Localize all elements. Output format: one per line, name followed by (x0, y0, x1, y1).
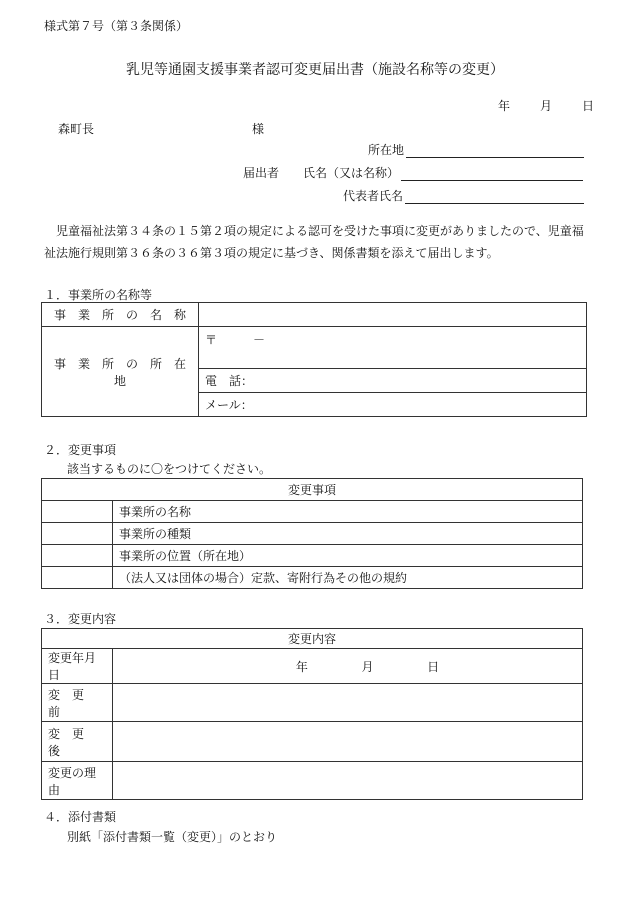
before-field[interactable] (113, 684, 583, 722)
section3-heading: ３．変更内容 (44, 612, 117, 626)
change-item-2: 事業所の種類 (113, 523, 583, 545)
change-item-4: （法人又は団体の場合）定款、寄附行為その他の規約 (113, 567, 583, 589)
change-item-1: 事業所の名称 (113, 501, 583, 523)
representative-line (343, 187, 584, 204)
email-field[interactable] (199, 393, 587, 417)
section1-heading: １．事業所の名称等 (44, 288, 153, 302)
mark-cell-2[interactable] (42, 523, 113, 545)
mark-cell-3[interactable] (42, 545, 113, 567)
phone-label: 電 話： (205, 374, 254, 388)
change-items-table (41, 478, 583, 589)
facility-address-label: 事 業 所 の 所 在 地 (42, 327, 199, 417)
honorific: 様 (252, 122, 265, 136)
section2-heading: ２．変更事項 (44, 443, 117, 457)
change-date-month: 月 (361, 659, 374, 674)
form-number: 様式第７号（第３条関係） (44, 19, 189, 33)
section4-heading: ４．添付書類 (44, 810, 117, 824)
reason-label: 変更の理由 (42, 762, 113, 800)
change-date-day: 日 (427, 659, 440, 674)
addressee: 森町長 (58, 122, 95, 136)
name-line (303, 164, 583, 181)
change-content-header: 変更内容 (42, 629, 583, 649)
attachments-text: 別紙「添付書類一覧（変更）」のとおり (67, 830, 278, 844)
date-year-label: 年 (498, 99, 511, 113)
date-month-label: 月 (539, 99, 552, 113)
change-content-table (41, 628, 583, 800)
after-label: 変 更 後 (42, 722, 113, 762)
location-field[interactable] (406, 143, 584, 158)
mark-cell-4[interactable] (42, 567, 113, 589)
location-label: 所在地 (368, 143, 405, 157)
change-date-label: 変更年月日 (42, 649, 113, 684)
postal-field[interactable] (199, 327, 587, 369)
date-day-label: 日 (581, 99, 594, 113)
name-label: 氏名（又は名称） (303, 166, 400, 180)
intro-text: 児童福祉法第３４条の１５第２項の規定による認可を受けた事項に変更がありましたので、児童福祉法施行規則第３６条の３６第３項の規定に基づき、関係書類を添えて届出します。 (44, 224, 584, 260)
before-label: 変 更 前 (42, 684, 113, 722)
facility-name-field[interactable] (199, 303, 587, 327)
change-date-year: 年 (295, 659, 308, 674)
change-date-field[interactable] (113, 649, 583, 684)
postal-label: 〒 － (205, 333, 266, 347)
email-label: メール： (205, 398, 253, 412)
change-item-3: 事業所の位置（所在地） (113, 545, 583, 567)
notifier-label: 届出者 (243, 166, 280, 180)
change-items-header: 変更事項 (42, 479, 583, 501)
submission-date (498, 97, 594, 114)
representative-label: 代表者氏名 (343, 189, 404, 203)
name-field[interactable] (401, 166, 583, 181)
location-line (368, 141, 584, 158)
mark-cell-1[interactable] (42, 501, 113, 523)
representative-field[interactable] (405, 189, 584, 204)
document-title: 乳児等通園支援事業者認可変更届出書（施設名称等の変更） (126, 62, 504, 78)
facility-name-label: 事 業 所 の 名 称 (42, 303, 199, 327)
after-field[interactable] (113, 722, 583, 762)
section2-instruction: 該当するものに〇をつけてください。 (67, 462, 272, 476)
facility-table (41, 302, 587, 417)
reason-field[interactable] (113, 762, 583, 800)
phone-field[interactable] (199, 369, 587, 393)
